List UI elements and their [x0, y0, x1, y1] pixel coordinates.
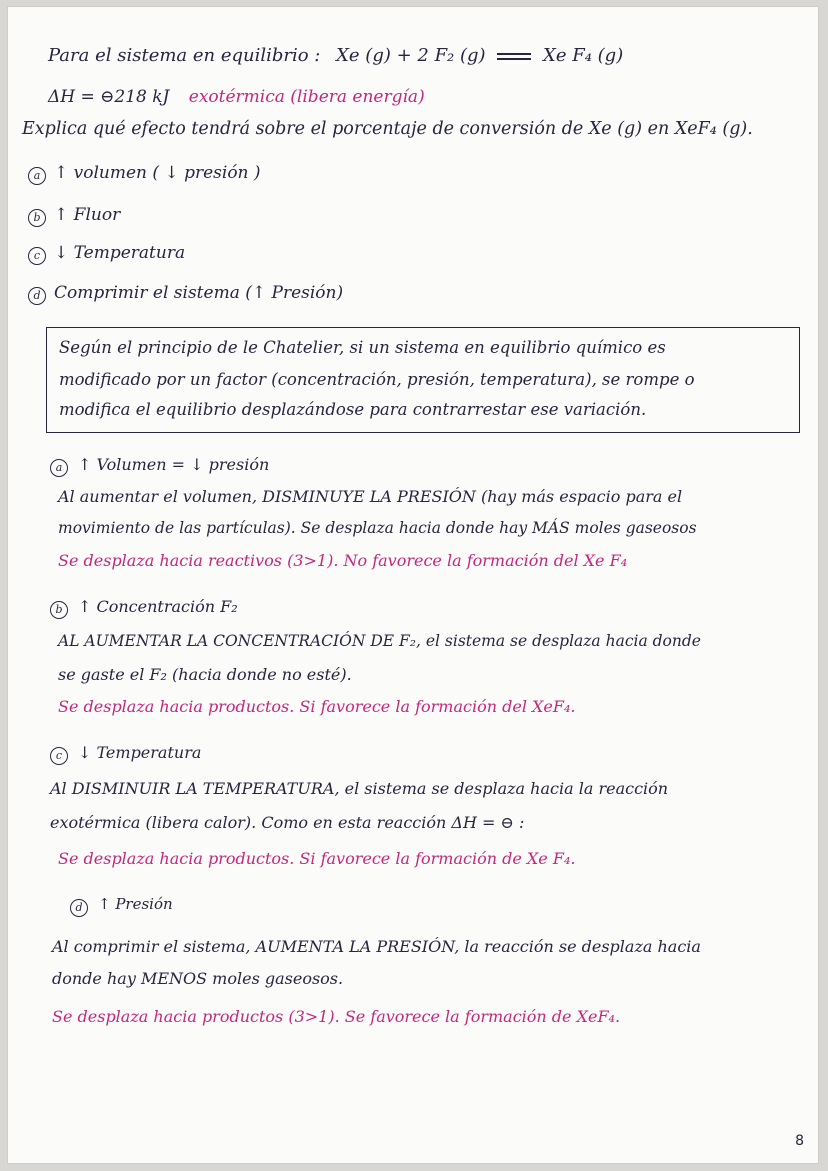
option-b: ↑ Fluor: [54, 205, 121, 225]
answer-c-title: ↓ Temperatura: [78, 743, 202, 762]
option-c: ↓ Temperatura: [54, 243, 186, 263]
answer-b-conclusion: Se desplaza hacia productos. Si favorece la formación del XeF₄.: [58, 697, 576, 716]
equation-left: Xe (g) + 2 F₂ (g): [336, 45, 486, 66]
principle-line-1: Según el principio de le Chatelier, si un sistema en equilibrio químico es: [59, 338, 666, 357]
answer-c-conclusion: Se desplaza hacia productos. Si favorece la formación de Xe F₄.: [58, 849, 576, 868]
page-number: 8: [795, 1133, 804, 1149]
equilibrium-arrow-icon: [497, 51, 531, 61]
header-line-1: [48, 45, 623, 66]
principle-line-2: modificado por un factor (concentración, presión, temperatura), se rompe o: [59, 370, 695, 389]
answer-c-bullet-icon: c: [50, 747, 68, 765]
answer-d-line-2: donde hay MENOS moles gaseosos.: [52, 969, 344, 988]
answer-d-title: ↑ Presión: [98, 895, 173, 913]
answer-a-line-1: Al aumentar el volumen, DISMINUYE LA PRESIÓN (hay más espacio para el: [58, 487, 683, 506]
bullet-c-icon: c: [28, 247, 46, 265]
principle-line-3: modifica el equilibrio desplazándose para contrarrestar ese variación.: [59, 400, 647, 419]
notebook-page: [7, 6, 819, 1164]
bullet-d-icon: d: [28, 287, 46, 305]
answer-a-conclusion: Se desplaza hacia reactivos (3>1). No favorece la formación del Xe F₄: [58, 551, 628, 570]
answer-c-line-2: exotérmica (libera calor). Como en esta reacción ΔH = ⊖ :: [50, 813, 525, 832]
le-chatelier-box: [46, 327, 800, 433]
header-intro: Para el sistema en equilibrio :: [48, 45, 321, 66]
header-line-2: [48, 87, 425, 107]
answer-b-line-2: se gaste el F₂ (hacia donde no esté).: [58, 665, 352, 684]
answer-b-title: ↑ Concentración F₂: [78, 597, 238, 616]
answer-b-bullet-icon: b: [50, 601, 68, 619]
equation-right: Xe F₄ (g): [543, 45, 624, 66]
bullet-a-icon: a: [28, 167, 46, 185]
question-text: Explica qué efecto tendrá sobre el porcentaje de conversión de Xe (g) en XeF₄ (g).: [22, 119, 753, 139]
answer-d-bullet-icon: d: [70, 899, 88, 917]
option-a: ↑ volumen ( ↓ presión ): [54, 163, 261, 183]
exothermic-note: exotérmica (libera energía): [188, 87, 425, 107]
answer-b-line-1: AL AUMENTAR LA CONCENTRACIÓN DE F₂, el sistema se desplaza hacia donde: [58, 632, 701, 650]
answer-d-conclusion: Se desplaza hacia productos (3>1). Se favorece la formación de XeF₄.: [52, 1007, 621, 1026]
option-d: Comprimir el sistema (↑ Presión): [54, 283, 344, 303]
answer-a-line-2: movimiento de las partículas). Se desplaza hacia donde hay MÁS moles gaseosos: [58, 519, 697, 537]
delta-h: ΔH = ⊖218 kJ: [48, 87, 170, 107]
answer-d-line-1: Al comprimir el sistema, AUMENTA LA PRESIÓN, la reacción se desplaza hacia: [52, 937, 701, 956]
answer-a-title: ↑ Volumen = ↓ presión: [78, 455, 270, 474]
answer-a-bullet-icon: a: [50, 459, 68, 477]
bullet-b-icon: b: [28, 209, 46, 227]
answer-c-line-1: Al DISMINUIR LA TEMPERATURA, el sistema se desplaza hacia la reacción: [50, 779, 669, 798]
